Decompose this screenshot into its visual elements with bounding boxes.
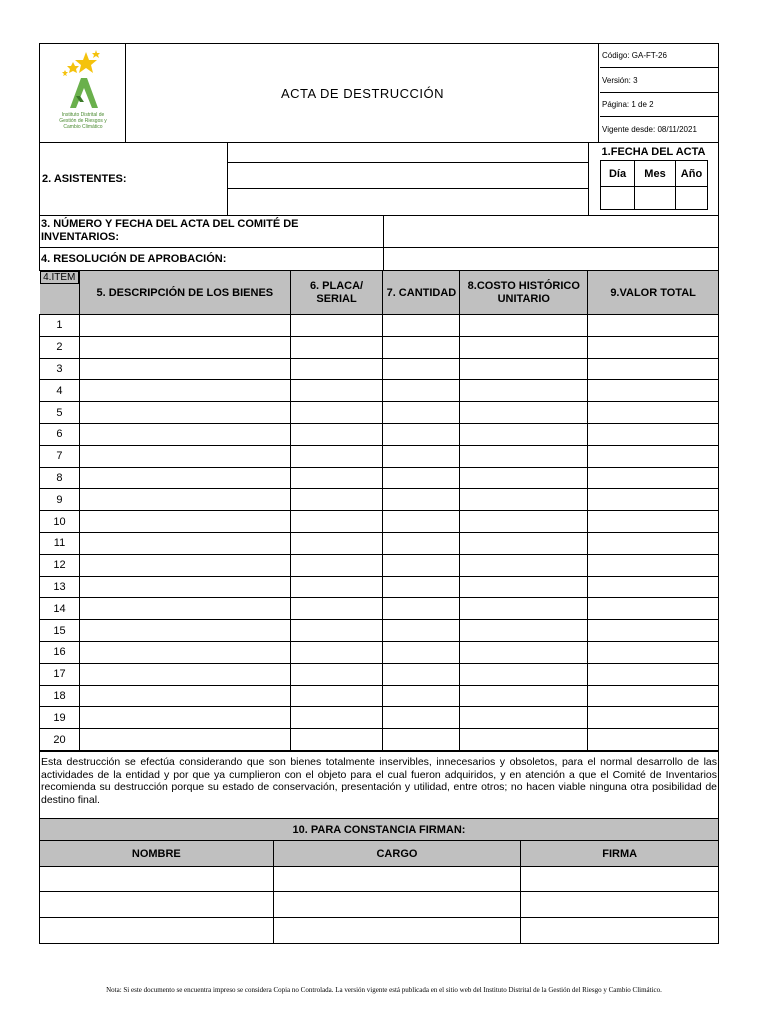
descripcion-cell[interactable] <box>79 576 290 598</box>
nombre-field[interactable] <box>40 867 274 892</box>
fecha-dia-field[interactable] <box>600 186 635 210</box>
placa-cell[interactable] <box>290 554 383 576</box>
descripcion-cell[interactable] <box>79 641 290 663</box>
costo-cell[interactable] <box>460 336 588 358</box>
table-row <box>40 576 719 598</box>
cantidad-cell[interactable] <box>383 402 460 424</box>
cantidad-cell[interactable] <box>383 489 460 511</box>
descripcion-cell[interactable] <box>79 445 290 467</box>
cantidad-cell[interactable] <box>383 380 460 402</box>
vigente: Vigente desde: 08/11/2021 <box>602 125 697 134</box>
descripcion-cell[interactable] <box>79 532 290 554</box>
placa-cell[interactable] <box>290 358 383 380</box>
asistentes-line-1[interactable] <box>228 143 589 163</box>
placa-cell[interactable] <box>290 532 383 554</box>
header-descripcion: 5. DESCRIPCIÓN DE LOS BIENES <box>79 271 290 315</box>
cargo-field[interactable] <box>273 918 521 944</box>
item-number: 1 <box>40 315 80 337</box>
nombre-field[interactable] <box>40 892 274 918</box>
asistentes-line-2[interactable] <box>228 163 589 189</box>
table-row <box>40 511 719 533</box>
cantidad-cell[interactable] <box>383 358 460 380</box>
cantidad-cell[interactable] <box>383 423 460 445</box>
placa-cell[interactable] <box>290 707 383 729</box>
descripcion-cell[interactable] <box>79 685 290 707</box>
cargo-field[interactable] <box>273 892 521 918</box>
item-number: 12 <box>40 554 80 576</box>
costo-cell[interactable] <box>460 707 588 729</box>
resolucion-label: 4. RESOLUCIÓN DE APROBACIÓN: <box>41 253 227 265</box>
table-row <box>40 489 719 511</box>
table-row <box>40 620 719 642</box>
descripcion-cell[interactable] <box>79 707 290 729</box>
valor-cell[interactable] <box>588 402 719 424</box>
item-number: 13 <box>40 576 80 598</box>
col-cargo: CARGO <box>273 841 521 867</box>
item-number: 18 <box>40 685 80 707</box>
descripcion-cell[interactable] <box>79 315 290 337</box>
signatures-title: 10. PARA CONSTANCIA FIRMAN: <box>40 819 719 841</box>
header-cantidad: 7. CANTIDAD <box>383 271 460 315</box>
nombre-field[interactable] <box>40 918 274 944</box>
table-row <box>40 554 719 576</box>
descripcion-cell[interactable] <box>79 729 290 751</box>
valor-cell[interactable] <box>588 336 719 358</box>
table-row <box>40 336 719 358</box>
item-number: 2 <box>40 336 80 358</box>
costo-cell[interactable] <box>460 380 588 402</box>
signatures-table <box>39 818 719 944</box>
table-row <box>40 445 719 467</box>
statement-text: Esta destrucción se efectúa considerando que son bienes totalmente inservibles, innecesarios y obsoletos, para el normal desarrollo de las actividades de la entidad y por que ya cumplieron con el objeto para el cual fueron adquiridos, y en atención a que el Comité de Inventarios recomienda su destrucción porque su estado de conservación, presentación y utilidad, entre otros; no hacen viable ninguna otra posibilidad de destino final. <box>41 756 717 806</box>
table-row <box>40 423 719 445</box>
costo-cell[interactable] <box>460 511 588 533</box>
cantidad-cell[interactable] <box>383 467 460 489</box>
costo-cell[interactable] <box>460 532 588 554</box>
table-row <box>40 729 719 751</box>
placa-cell[interactable] <box>290 336 383 358</box>
placa-cell[interactable] <box>290 641 383 663</box>
placa-cell[interactable] <box>290 315 383 337</box>
placa-cell[interactable] <box>290 729 383 751</box>
costo-cell[interactable] <box>460 358 588 380</box>
fecha-dia-label: Día <box>600 160 635 187</box>
descripcion-cell[interactable] <box>79 380 290 402</box>
table-row <box>40 598 719 620</box>
table-row <box>40 380 719 402</box>
header-placa: 6. PLACA/ SERIAL <box>290 271 383 315</box>
asistentes-line-3[interactable] <box>228 189 589 215</box>
cantidad-cell[interactable] <box>383 620 460 642</box>
resolucion-field[interactable] <box>383 248 718 270</box>
descripcion-cell[interactable] <box>79 598 290 620</box>
placa-cell[interactable] <box>290 511 383 533</box>
descripcion-cell[interactable] <box>79 554 290 576</box>
costo-cell[interactable] <box>460 663 588 685</box>
costo-cell[interactable] <box>460 620 588 642</box>
valor-cell[interactable] <box>588 467 719 489</box>
cantidad-cell[interactable] <box>383 707 460 729</box>
costo-cell[interactable] <box>460 402 588 424</box>
footer-note: Nota: Si este documento se encuentra impreso se considera Copia no Controlada. La versión vigente está publicada en el sitio web del Instituto Distrital de la Gestión del Riesgo y Cambio Climático. <box>106 986 662 994</box>
descripcion-cell[interactable] <box>79 336 290 358</box>
item-number: 7 <box>40 445 80 467</box>
item-number: 9 <box>40 489 80 511</box>
placa-cell[interactable] <box>290 380 383 402</box>
item-number: 4 <box>40 380 80 402</box>
placa-cell[interactable] <box>290 685 383 707</box>
page-title: ACTA DE DESTRUCCIÓN <box>127 44 599 142</box>
valor-cell[interactable] <box>588 576 719 598</box>
costo-cell[interactable] <box>460 423 588 445</box>
cantidad-cell[interactable] <box>383 532 460 554</box>
fecha-mes-field[interactable] <box>634 186 676 210</box>
logo-text: Instituto Distrital de Gestión de Riesgos y Cambio Climático <box>59 112 107 130</box>
cantidad-cell[interactable] <box>383 641 460 663</box>
items-table <box>39 270 719 751</box>
descripcion-cell[interactable] <box>79 511 290 533</box>
cantidad-cell[interactable] <box>383 729 460 751</box>
header-valor: 9.VALOR TOTAL <box>588 271 719 315</box>
header-costo: 8.COSTO HISTÓRICO UNITARIO <box>460 271 588 315</box>
descripcion-cell[interactable] <box>79 402 290 424</box>
cantidad-cell[interactable] <box>383 576 460 598</box>
valor-cell[interactable] <box>588 620 719 642</box>
item-number: 20 <box>40 729 80 751</box>
item-number: 16 <box>40 641 80 663</box>
placa-cell[interactable] <box>290 663 383 685</box>
placa-cell[interactable] <box>290 467 383 489</box>
table-row <box>40 402 719 424</box>
placa-cell[interactable] <box>290 598 383 620</box>
firma-field[interactable] <box>521 867 719 892</box>
item-number: 11 <box>40 532 80 554</box>
item-number: 19 <box>40 707 80 729</box>
costo-cell[interactable] <box>460 641 588 663</box>
costo-cell[interactable] <box>460 554 588 576</box>
table-row <box>40 641 719 663</box>
cantidad-cell[interactable] <box>383 445 460 467</box>
cantidad-cell[interactable] <box>383 554 460 576</box>
costo-cell[interactable] <box>460 467 588 489</box>
table-row <box>40 532 719 554</box>
valor-cell[interactable] <box>588 641 719 663</box>
cantidad-cell[interactable] <box>383 685 460 707</box>
table-row <box>40 315 719 337</box>
descripcion-cell[interactable] <box>79 663 290 685</box>
valor-cell[interactable] <box>588 511 719 533</box>
item-number: 5 <box>40 402 80 424</box>
fecha-label: 1.FECHA DEL ACTA <box>601 145 706 158</box>
asistentes-label: 2. ASISTENTES: <box>40 143 228 215</box>
item-number: 6 <box>40 423 80 445</box>
valor-cell[interactable] <box>588 532 719 554</box>
costo-cell[interactable] <box>460 576 588 598</box>
cargo-field[interactable] <box>273 867 521 892</box>
valor-cell[interactable] <box>588 380 719 402</box>
valor-cell[interactable] <box>588 315 719 337</box>
valor-cell[interactable] <box>588 554 719 576</box>
costo-cell[interactable] <box>460 729 588 751</box>
placa-cell[interactable] <box>290 489 383 511</box>
costo-cell[interactable] <box>460 315 588 337</box>
item-number: 17 <box>40 663 80 685</box>
costo-cell[interactable] <box>460 685 588 707</box>
cantidad-cell[interactable] <box>383 598 460 620</box>
table-row <box>40 685 719 707</box>
placa-cell[interactable] <box>290 423 383 445</box>
col-firma: FIRMA <box>521 841 719 867</box>
item-number: 3 <box>40 358 80 380</box>
descripcion-cell[interactable] <box>79 467 290 489</box>
valor-cell[interactable] <box>588 663 719 685</box>
fecha-anio-field[interactable] <box>675 186 708 210</box>
descripcion-cell[interactable] <box>79 489 290 511</box>
costo-cell[interactable] <box>460 489 588 511</box>
pagina: Página: 1 de 2 <box>600 93 718 117</box>
cantidad-cell[interactable] <box>383 315 460 337</box>
valor-cell[interactable] <box>588 358 719 380</box>
item-number: 15 <box>40 620 80 642</box>
valor-cell[interactable] <box>588 729 719 751</box>
valor-cell[interactable] <box>588 423 719 445</box>
costo-cell[interactable] <box>460 598 588 620</box>
fecha-anio-label: Año <box>675 160 708 187</box>
col-nombre: NOMBRE <box>40 841 274 867</box>
valor-cell[interactable] <box>588 707 719 729</box>
cantidad-cell[interactable] <box>383 336 460 358</box>
table-row <box>40 707 719 729</box>
descripcion-cell[interactable] <box>79 620 290 642</box>
cantidad-cell[interactable] <box>383 511 460 533</box>
fecha-mes-label: Mes <box>634 160 676 187</box>
cantidad-cell[interactable] <box>383 663 460 685</box>
codigo: Código: GA-FT-26 <box>600 44 718 68</box>
numero-label: 3. NÚMERO Y FECHA DEL ACTA DEL COMITÉ DE INVENTARIOS: <box>41 218 299 243</box>
costo-cell[interactable] <box>460 445 588 467</box>
valor-cell[interactable] <box>588 685 719 707</box>
numero-field[interactable] <box>383 216 718 247</box>
logo <box>40 44 126 142</box>
placa-cell[interactable] <box>290 402 383 424</box>
item-number: 8 <box>40 467 80 489</box>
table-row <box>40 358 719 380</box>
firma-field[interactable] <box>521 892 719 918</box>
valor-cell[interactable] <box>588 489 719 511</box>
valor-cell[interactable] <box>588 445 719 467</box>
placa-cell[interactable] <box>290 445 383 467</box>
item-number: 10 <box>40 511 80 533</box>
header-item: 4.ITEM <box>40 271 79 284</box>
table-row <box>40 663 719 685</box>
firma-field[interactable] <box>521 918 719 944</box>
descripcion-cell[interactable] <box>79 423 290 445</box>
placa-cell[interactable] <box>290 620 383 642</box>
item-number: 14 <box>40 598 80 620</box>
descripcion-cell[interactable] <box>79 358 290 380</box>
table-row <box>40 467 719 489</box>
valor-cell[interactable] <box>588 598 719 620</box>
version: Versión: 3 <box>600 68 718 93</box>
placa-cell[interactable] <box>290 576 383 598</box>
